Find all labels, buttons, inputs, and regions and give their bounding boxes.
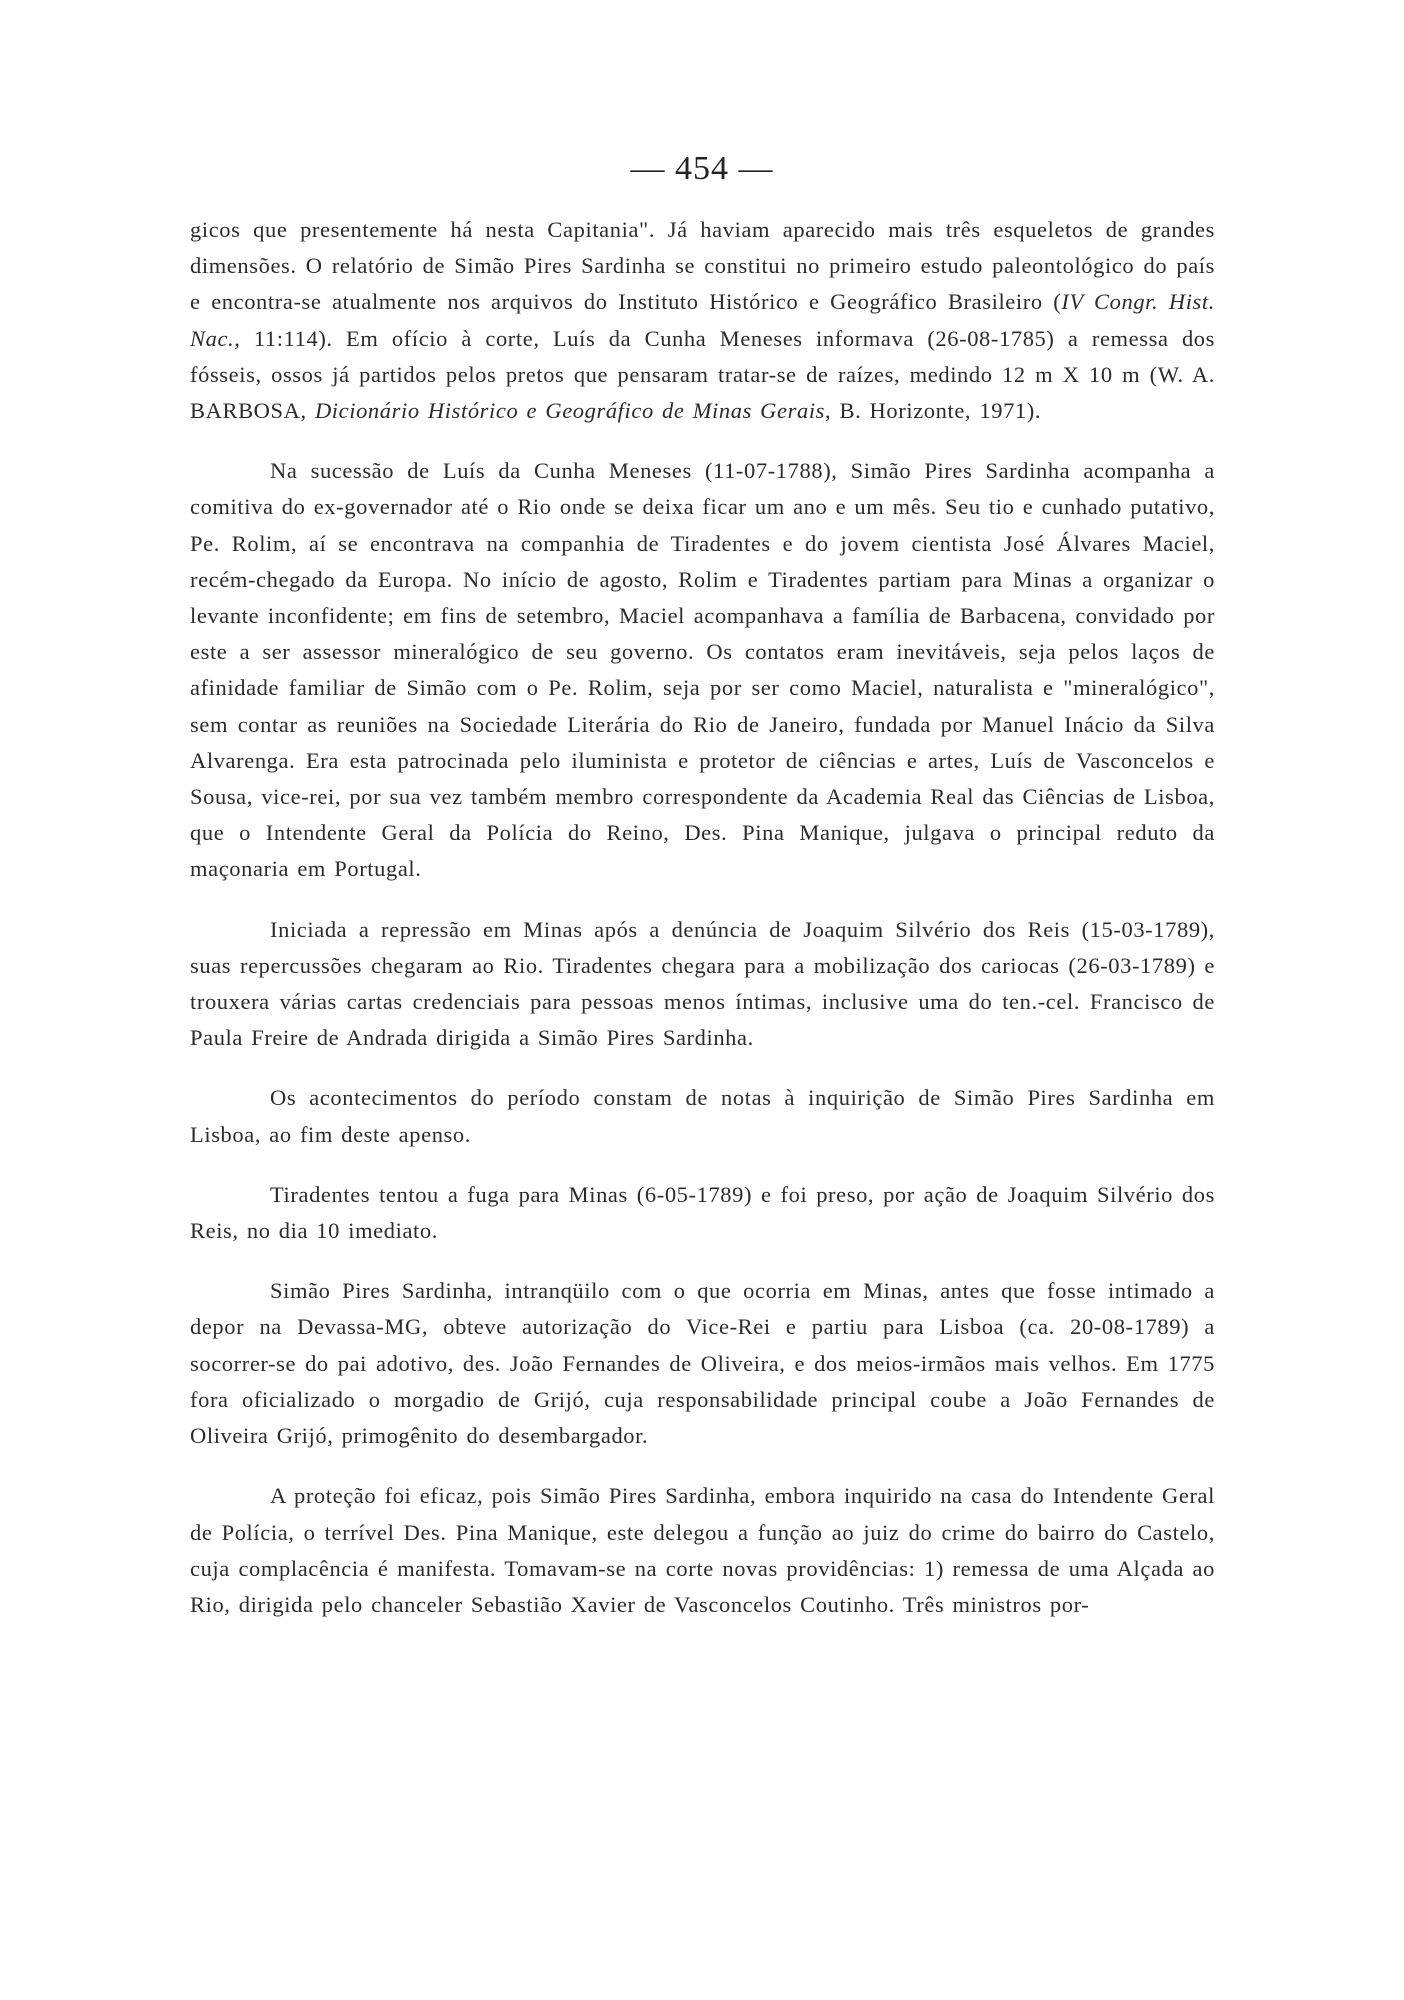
paragraph-1-dictionary-title: Dicionário Histórico e Geográfico de Minas Gerais bbox=[314, 398, 826, 424]
paragraph-7: A proteção foi eficaz, pois Simão Pires Sardinha, embora inquirido na casa do Intendente Geral de Polícia, o terrível Des. Pina Manique, este delegou a função ao juiz do crime do bairro do Castelo, cuja complacência é manifesta. Tomavam-se na corte novas providências: 1) remessa de uma Alçada ao Rio, dirigida pelo chanceler Sebastião Xavier de Vasconcelos Coutinho. Três ministros por- bbox=[190, 1483, 1215, 1617]
paragraph-1-part-c: , B. Horizonte, 1971). bbox=[825, 398, 1042, 424]
paragraph-1 bbox=[190, 212, 1215, 429]
paragraph-2: Na sucessão de Luís da Cunha Meneses (11-07-1788), Simão Pires Sardinha acompanha a comitiva do ex-governador até o Rio onde se deixa ficar um ano e um mês. Seu tio e cunhado putativo, Pe. Rolim, aí se encontrava na companhia de Tiradentes e do jovem cientista José Álvares Maciel, recém-chegado da Europa. No início de agosto, Rolim e Tiradentes partiam para Minas a organizar o levante inconfidente; em fins de setembro, Maciel acompanhava a família de Barbacena, convidado por este a ser assessor mineralógico de seu governo. Os contatos eram inevitáveis, seja pelos laços de afinidade familiar de Simão com o Pe. Rolim, seja por ser como Maciel, naturalista e "mineralógico", sem contar as reuniões na Sociedade Literária do Rio de Janeiro, fundada por Manuel Inácio da Silva Alvarenga. Era esta patrocinada pelo iluminista e protetor de ciências e artes, Luís de Vasconcelos e Sousa, vice-rei, por sua vez também membro correspondente da Academia Real das Ciências de Lisboa, que o Intendente Geral da Polícia do Reino, Des. Pina Manique, julgava o principal reduto da maçonaria em Portugal. bbox=[190, 458, 1215, 882]
paragraph-6: Simão Pires Sardinha, intranqüilo com o que ocorria em Minas, antes que fosse intimado a depor na Devassa-MG, obteve autorização do Vice-Rei e partiu para Lisboa (ca. 20-08-1789) a socorrer-se do pai adotivo, des. João Fernandes de Oliveira, e dos meios-irmãos mais velhos. Em 1775 fora oficializado o morgadio de Grijó, cuja responsabilidade principal coube a João Fernandes de Oliveira Grijó, primogênito do desembargador. bbox=[190, 1278, 1215, 1449]
paragraph-4: Os acontecimentos do período constam de notas à inquirição de Simão Pires Sardinha em Lisboa, ao fim deste apenso. bbox=[190, 1085, 1215, 1147]
paragraph-5: Tiradentes tentou a fuga para Minas (6-05-1789) e foi preso, por ação de Joaquim Silvério dos Reis, no dia 10 imediato. bbox=[190, 1181, 1215, 1244]
paragraph-1-citation-title: IV Congr. Hist. Nac. bbox=[190, 289, 1215, 351]
paragraph-3: Iniciada a repressão em Minas após a denúncia de Joaquim Silvério dos Reis (15-03-1789), suas repercussões chegaram ao Rio. Tiradentes chegara para a mobilização dos cariocas (26-03-1789) e trouxera várias cartas credenciais para pessoas menos íntimas, inclusive uma do ten.-cel. Francisco de Paula Freire de Andrada dirigida a Simão Pires Sardinha. bbox=[190, 916, 1215, 1051]
paragraph-1-part-a: gicos que presentemente há nesta Capitania". Já haviam aparecido mais três esqueletos de grandes dimensões. O relatório de Simão Pires Sardinha se constitui no primeiro estudo paleontológico do país e encontra-se atualmente nos arquivos do Instituto Histórico e Geográfico Brasileiro ( bbox=[190, 217, 1215, 315]
page-number: — 454 — bbox=[630, 150, 774, 187]
body-text bbox=[190, 212, 1215, 1647]
paragraph-1-part-b: , 11:114). Em ofício à corte, Luís da Cunha Meneses informava (26-08-1785) a remessa dos fósseis, ossos já partidos pelos pretos que pensaram tratar-se de raízes, medindo 12 m X 10 m (W. A. BARBOSA, bbox=[190, 325, 1215, 424]
